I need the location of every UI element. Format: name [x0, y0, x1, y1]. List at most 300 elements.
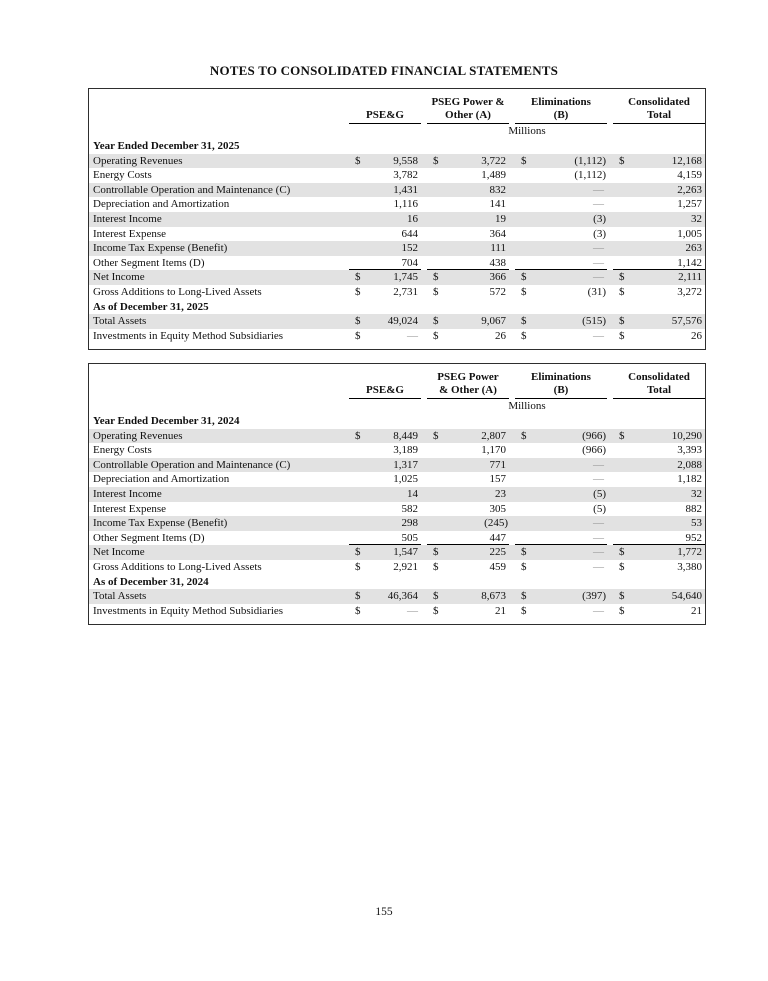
- value-cell: [515, 227, 607, 242]
- value-cell: [613, 154, 705, 169]
- value-cell: [613, 197, 705, 212]
- table-row: [89, 329, 705, 344]
- cell-value: 1,116: [393, 198, 418, 211]
- cell-value: 4,159: [677, 169, 702, 182]
- dollar-sign: $: [619, 329, 625, 342]
- column-header-line: (B): [553, 384, 569, 396]
- value-cell: [349, 168, 421, 183]
- cell-value: 704: [401, 256, 418, 269]
- value-cell: [349, 472, 421, 487]
- cell-value: 1,547: [393, 546, 418, 559]
- column-header: [427, 96, 509, 124]
- section-header-row: [89, 300, 705, 315]
- value-cell: [349, 589, 421, 604]
- dollar-sign: $: [619, 546, 625, 559]
- units-row: [89, 124, 705, 139]
- row-label: Controllable Operation and Maintenance (C): [93, 183, 291, 196]
- cell-value: 1,142: [677, 256, 702, 269]
- cell-value: (5): [593, 502, 606, 515]
- cell-value: 1,745: [393, 271, 418, 284]
- cell-value: —: [593, 242, 604, 255]
- value-cell: [515, 545, 607, 560]
- value-cell: [613, 589, 705, 604]
- page-number: 155: [375, 906, 393, 918]
- value-cell: [515, 429, 607, 444]
- cell-value: 1,317: [393, 458, 418, 471]
- row-label: Investments in Equity Method Subsidiaries: [93, 329, 284, 342]
- column-header-line: (B): [553, 109, 569, 121]
- cell-value: (966): [582, 444, 606, 457]
- value-cell: [515, 168, 607, 183]
- value-cell: [515, 329, 607, 344]
- cell-value: 157: [489, 473, 506, 486]
- value-cell: [427, 197, 509, 212]
- value-cell: [349, 314, 421, 329]
- cell-value: 1,772: [677, 546, 702, 559]
- header-label-spacer: [89, 371, 349, 399]
- row-label: Gross Additions to Long-Lived Assets: [93, 285, 262, 298]
- cell-value: 447: [489, 531, 506, 544]
- table-row: [89, 443, 705, 458]
- table-header-row: [89, 364, 705, 399]
- value-cell: [427, 560, 509, 575]
- cell-value: —: [593, 560, 604, 573]
- dollar-sign: $: [619, 604, 625, 617]
- value-cell: [515, 241, 607, 256]
- table-row: [89, 589, 705, 604]
- row-label: Interest Income: [93, 487, 162, 500]
- cell-value: (1,112): [574, 154, 606, 167]
- value-cell: [427, 212, 509, 227]
- table-row: [89, 487, 705, 502]
- value-cell: [349, 458, 421, 473]
- cell-value: 2,807: [481, 429, 506, 442]
- table-row: [89, 429, 705, 444]
- column-header-line: & Other (A): [439, 384, 497, 396]
- cell-value: 582: [401, 502, 418, 515]
- table-row: [89, 227, 705, 242]
- dollar-sign: $: [521, 271, 527, 284]
- cell-value: 49,024: [387, 315, 418, 328]
- cell-value: (31): [587, 285, 606, 298]
- dollar-sign: $: [619, 429, 625, 442]
- segment-table-2024: [88, 363, 706, 625]
- dollar-sign: $: [619, 590, 625, 603]
- cell-value: 19: [495, 212, 506, 225]
- value-cell: [349, 270, 421, 285]
- value-cell: [515, 531, 607, 546]
- value-cell: [427, 270, 509, 285]
- value-cell: [613, 329, 705, 344]
- value-cell: [349, 256, 421, 271]
- row-label: Energy Costs: [93, 169, 152, 182]
- value-cell: [427, 516, 509, 531]
- value-cell: [349, 545, 421, 560]
- cell-value: 1,182: [677, 473, 702, 486]
- value-cell: [515, 589, 607, 604]
- column-header: [515, 371, 607, 399]
- row-label: Year Ended December 31, 2024: [93, 415, 240, 427]
- segment-table-2025: [88, 88, 706, 350]
- cell-value: 16: [407, 212, 418, 225]
- value-cell: [427, 183, 509, 198]
- cell-value: 459: [489, 560, 506, 573]
- value-cell: [427, 154, 509, 169]
- value-cell: [427, 458, 509, 473]
- cell-value: 46,364: [387, 590, 418, 603]
- cell-value: (3): [593, 227, 606, 240]
- value-cell: [427, 227, 509, 242]
- row-label: Depreciation and Amortization: [93, 198, 230, 211]
- value-cell: [349, 429, 421, 444]
- value-cell: [349, 197, 421, 212]
- units-spacer: [89, 399, 349, 414]
- cell-value: —: [593, 473, 604, 486]
- column-header-label: [613, 96, 705, 124]
- table-row: [89, 270, 705, 285]
- value-cell: [613, 531, 705, 546]
- cell-value: —: [407, 604, 418, 617]
- table-body: [89, 139, 705, 349]
- value-cell: [515, 560, 607, 575]
- cell-value: 952: [685, 531, 702, 544]
- cell-value: 2,111: [678, 271, 702, 284]
- column-header-label: [349, 109, 421, 124]
- section-header-row: [89, 575, 705, 590]
- dollar-sign: $: [355, 271, 361, 284]
- column-header: [349, 96, 421, 124]
- cell-value: 21: [495, 604, 506, 617]
- value-cell: [613, 472, 705, 487]
- cell-value: —: [593, 271, 604, 284]
- cell-value: 298: [401, 517, 418, 530]
- cell-value: 3,722: [481, 154, 506, 167]
- cell-value: (397): [582, 590, 606, 603]
- cell-value: 21: [691, 604, 702, 617]
- dollar-sign: $: [619, 154, 625, 167]
- table-row: [89, 531, 705, 546]
- table-row: [89, 560, 705, 575]
- table-row: [89, 212, 705, 227]
- value-cell: [613, 516, 705, 531]
- value-cell: [515, 285, 607, 300]
- value-cell: [349, 285, 421, 300]
- dollar-sign: $: [355, 329, 361, 342]
- cell-value: 14: [407, 487, 418, 500]
- column-header: [349, 371, 421, 399]
- cell-value: 32: [691, 212, 702, 225]
- table-row: [89, 183, 705, 198]
- value-cell: [515, 487, 607, 502]
- cell-value: (1,112): [574, 169, 606, 182]
- cell-value: —: [593, 604, 604, 617]
- column-header: [613, 96, 705, 124]
- row-label: Other Segment Items (D): [93, 531, 205, 544]
- cell-value: 54,640: [671, 590, 702, 603]
- value-cell: [515, 443, 607, 458]
- cell-value: 3,189: [393, 444, 418, 457]
- section-header-row: [89, 414, 705, 429]
- column-header-label: [515, 371, 607, 399]
- cell-value: 3,272: [677, 285, 702, 298]
- section-header-row: [89, 139, 705, 154]
- cell-value: 644: [401, 227, 418, 240]
- row-label: Net Income: [93, 271, 145, 284]
- column-header-line: Eliminations: [531, 371, 591, 383]
- column-header-label: [427, 371, 509, 399]
- value-cell: [613, 429, 705, 444]
- row-label: Investments in Equity Method Subsidiaries: [93, 604, 284, 617]
- column-header-label: [427, 96, 509, 124]
- value-cell: [613, 560, 705, 575]
- cell-value: 225: [489, 546, 506, 559]
- column-header-label: [613, 371, 705, 399]
- value-cell: [427, 241, 509, 256]
- column-header: [427, 371, 509, 399]
- column-header: [515, 96, 607, 124]
- row-label: Operating Revenues: [93, 429, 183, 442]
- value-cell: [427, 256, 509, 271]
- cell-value: 263: [685, 242, 702, 255]
- row-label: Income Tax Expense (Benefit): [93, 242, 228, 255]
- row-label: Interest Expense: [93, 227, 166, 240]
- table-row: [89, 314, 705, 329]
- page-title: NOTES TO CONSOLIDATED FINANCIAL STATEMENTS: [209, 63, 559, 78]
- row-label: Other Segment Items (D): [93, 256, 205, 269]
- value-cell: [427, 285, 509, 300]
- row-label: Gross Additions to Long-Lived Assets: [93, 560, 262, 573]
- dollar-sign: $: [355, 560, 361, 573]
- cell-value: 364: [489, 227, 506, 240]
- dollar-sign: $: [355, 154, 361, 167]
- row-label: Income Tax Expense (Benefit): [93, 517, 228, 530]
- table-row: [89, 241, 705, 256]
- value-cell: [427, 429, 509, 444]
- cell-value: 57,576: [671, 315, 702, 328]
- cell-value: 12,168: [671, 154, 702, 167]
- column-header-line: Other (A): [445, 109, 491, 121]
- cell-value: 32: [691, 487, 702, 500]
- table-row: [89, 516, 705, 531]
- table-row: [89, 197, 705, 212]
- dollar-sign: $: [521, 546, 527, 559]
- cell-value: 10,290: [671, 429, 702, 442]
- value-cell: [515, 502, 607, 517]
- cell-value: —: [593, 517, 604, 530]
- cell-value: —: [593, 183, 604, 196]
- table-row: [89, 458, 705, 473]
- value-cell: [427, 502, 509, 517]
- dollar-sign: $: [619, 285, 625, 298]
- value-cell: [349, 329, 421, 344]
- cell-value: 26: [495, 329, 506, 342]
- cell-value: —: [593, 531, 604, 544]
- value-cell: [613, 314, 705, 329]
- value-cell: [427, 487, 509, 502]
- dollar-sign: $: [433, 315, 439, 328]
- cell-value: 572: [489, 285, 506, 298]
- dollar-sign: $: [521, 429, 527, 442]
- cell-value: 832: [489, 183, 506, 196]
- cell-value: 2,731: [393, 285, 418, 298]
- cell-value: 26: [691, 329, 702, 342]
- value-cell: [515, 212, 607, 227]
- column-header-line: Eliminations: [531, 96, 591, 108]
- units-label: Millions: [508, 125, 546, 137]
- value-cell: [349, 516, 421, 531]
- row-label: Total Assets: [93, 590, 147, 603]
- table-row: [89, 604, 705, 619]
- column-header-line: Total: [646, 109, 672, 121]
- value-cell: [613, 285, 705, 300]
- column-header-line: Consolidated: [628, 96, 690, 108]
- value-cell: [349, 560, 421, 575]
- value-cell: [515, 270, 607, 285]
- table-row: [89, 502, 705, 517]
- column-header-line: PSEG Power &: [431, 96, 505, 108]
- cell-value: —: [407, 329, 418, 342]
- value-cell: [349, 443, 421, 458]
- column-header-label: [515, 96, 607, 124]
- dollar-sign: $: [355, 604, 361, 617]
- column-header-line: Consolidated: [628, 371, 690, 383]
- value-cell: [613, 487, 705, 502]
- row-label: Operating Revenues: [93, 154, 183, 167]
- cell-value: (966): [582, 429, 606, 442]
- value-cell: [427, 545, 509, 560]
- column-header-line: Total: [646, 384, 672, 396]
- units-row: [89, 399, 705, 414]
- cell-value: 505: [401, 531, 418, 544]
- value-cell: [613, 212, 705, 227]
- table-row: [89, 285, 705, 300]
- cell-value: 1,431: [393, 183, 418, 196]
- row-label: As of December 31, 2025: [93, 300, 209, 313]
- dollar-sign: $: [355, 429, 361, 442]
- value-cell: [613, 502, 705, 517]
- cell-value: 8,449: [393, 429, 418, 442]
- value-cell: [613, 183, 705, 198]
- value-cell: [515, 516, 607, 531]
- row-label: Energy Costs: [93, 444, 152, 457]
- dollar-sign: $: [619, 560, 625, 573]
- value-cell: [515, 458, 607, 473]
- cell-value: —: [593, 329, 604, 342]
- row-label: Interest Income: [93, 212, 162, 225]
- table-row: [89, 545, 705, 560]
- value-cell: [613, 241, 705, 256]
- dollar-sign: $: [355, 285, 361, 298]
- cell-value: —: [593, 198, 604, 211]
- value-cell: [427, 604, 509, 619]
- cell-value: 3,380: [677, 560, 702, 573]
- value-cell: [349, 531, 421, 546]
- cell-value: 3,782: [393, 169, 418, 182]
- value-cell: [427, 531, 509, 546]
- cell-value: 2,263: [677, 183, 702, 196]
- cell-value: 9,558: [393, 154, 418, 167]
- dollar-sign: $: [355, 590, 361, 603]
- dollar-sign: $: [619, 315, 625, 328]
- value-cell: [613, 443, 705, 458]
- column-header-label: [349, 384, 421, 399]
- dollar-sign: $: [521, 604, 527, 617]
- dollar-sign: $: [521, 285, 527, 298]
- dollar-sign: $: [433, 560, 439, 573]
- value-cell: [613, 256, 705, 271]
- value-cell: [613, 545, 705, 560]
- column-header: [613, 371, 705, 399]
- row-label: As of December 31, 2024: [93, 575, 209, 588]
- value-cell: [349, 227, 421, 242]
- cell-value: 9,067: [481, 315, 506, 328]
- table-row: [89, 168, 705, 183]
- value-cell: [515, 314, 607, 329]
- dollar-sign: $: [521, 154, 527, 167]
- value-cell: [427, 472, 509, 487]
- cell-value: 771: [489, 458, 506, 471]
- cell-value: 305: [489, 502, 506, 515]
- dollar-sign: $: [433, 590, 439, 603]
- row-label: Total Assets: [93, 315, 147, 328]
- dollar-sign: $: [433, 329, 439, 342]
- units-spacer: [89, 124, 349, 139]
- dollar-sign: $: [521, 560, 527, 573]
- value-cell: [427, 443, 509, 458]
- dollar-sign: $: [521, 590, 527, 603]
- value-cell: [515, 604, 607, 619]
- cell-value: 23: [495, 487, 506, 500]
- value-cell: [349, 241, 421, 256]
- value-cell: [613, 458, 705, 473]
- cell-value: 366: [489, 271, 506, 284]
- cell-value: 1,170: [481, 444, 506, 457]
- row-label: Net Income: [93, 546, 145, 559]
- row-label: Year Ended December 31, 2025: [93, 140, 240, 152]
- value-cell: [613, 168, 705, 183]
- column-header-line: PSEG Power: [437, 371, 499, 383]
- cell-value: 1,005: [677, 227, 702, 240]
- value-cell: [515, 197, 607, 212]
- cell-value: 53: [691, 517, 702, 530]
- value-cell: [427, 589, 509, 604]
- cell-value: —: [593, 546, 604, 559]
- dollar-sign: $: [433, 604, 439, 617]
- cell-value: —: [593, 256, 604, 269]
- cell-value: 1,025: [393, 473, 418, 486]
- value-cell: [349, 604, 421, 619]
- dollar-sign: $: [355, 315, 361, 328]
- dollar-sign: $: [433, 429, 439, 442]
- dollar-sign: $: [521, 315, 527, 328]
- table-header-row: [89, 89, 705, 124]
- value-cell: [349, 154, 421, 169]
- table-row: [89, 154, 705, 169]
- cell-value: 8,673: [481, 590, 506, 603]
- cell-value: 1,257: [677, 198, 702, 211]
- cell-value: (245): [484, 517, 508, 530]
- value-cell: [349, 212, 421, 227]
- cell-value: (3): [593, 212, 606, 225]
- value-cell: [613, 227, 705, 242]
- cell-value: 111: [490, 242, 506, 255]
- units-label: Millions: [508, 400, 546, 412]
- column-header-line: PSE&G: [366, 109, 404, 121]
- value-cell: [349, 487, 421, 502]
- dollar-sign: $: [433, 285, 439, 298]
- dollar-sign: $: [433, 271, 439, 284]
- dollar-sign: $: [521, 329, 527, 342]
